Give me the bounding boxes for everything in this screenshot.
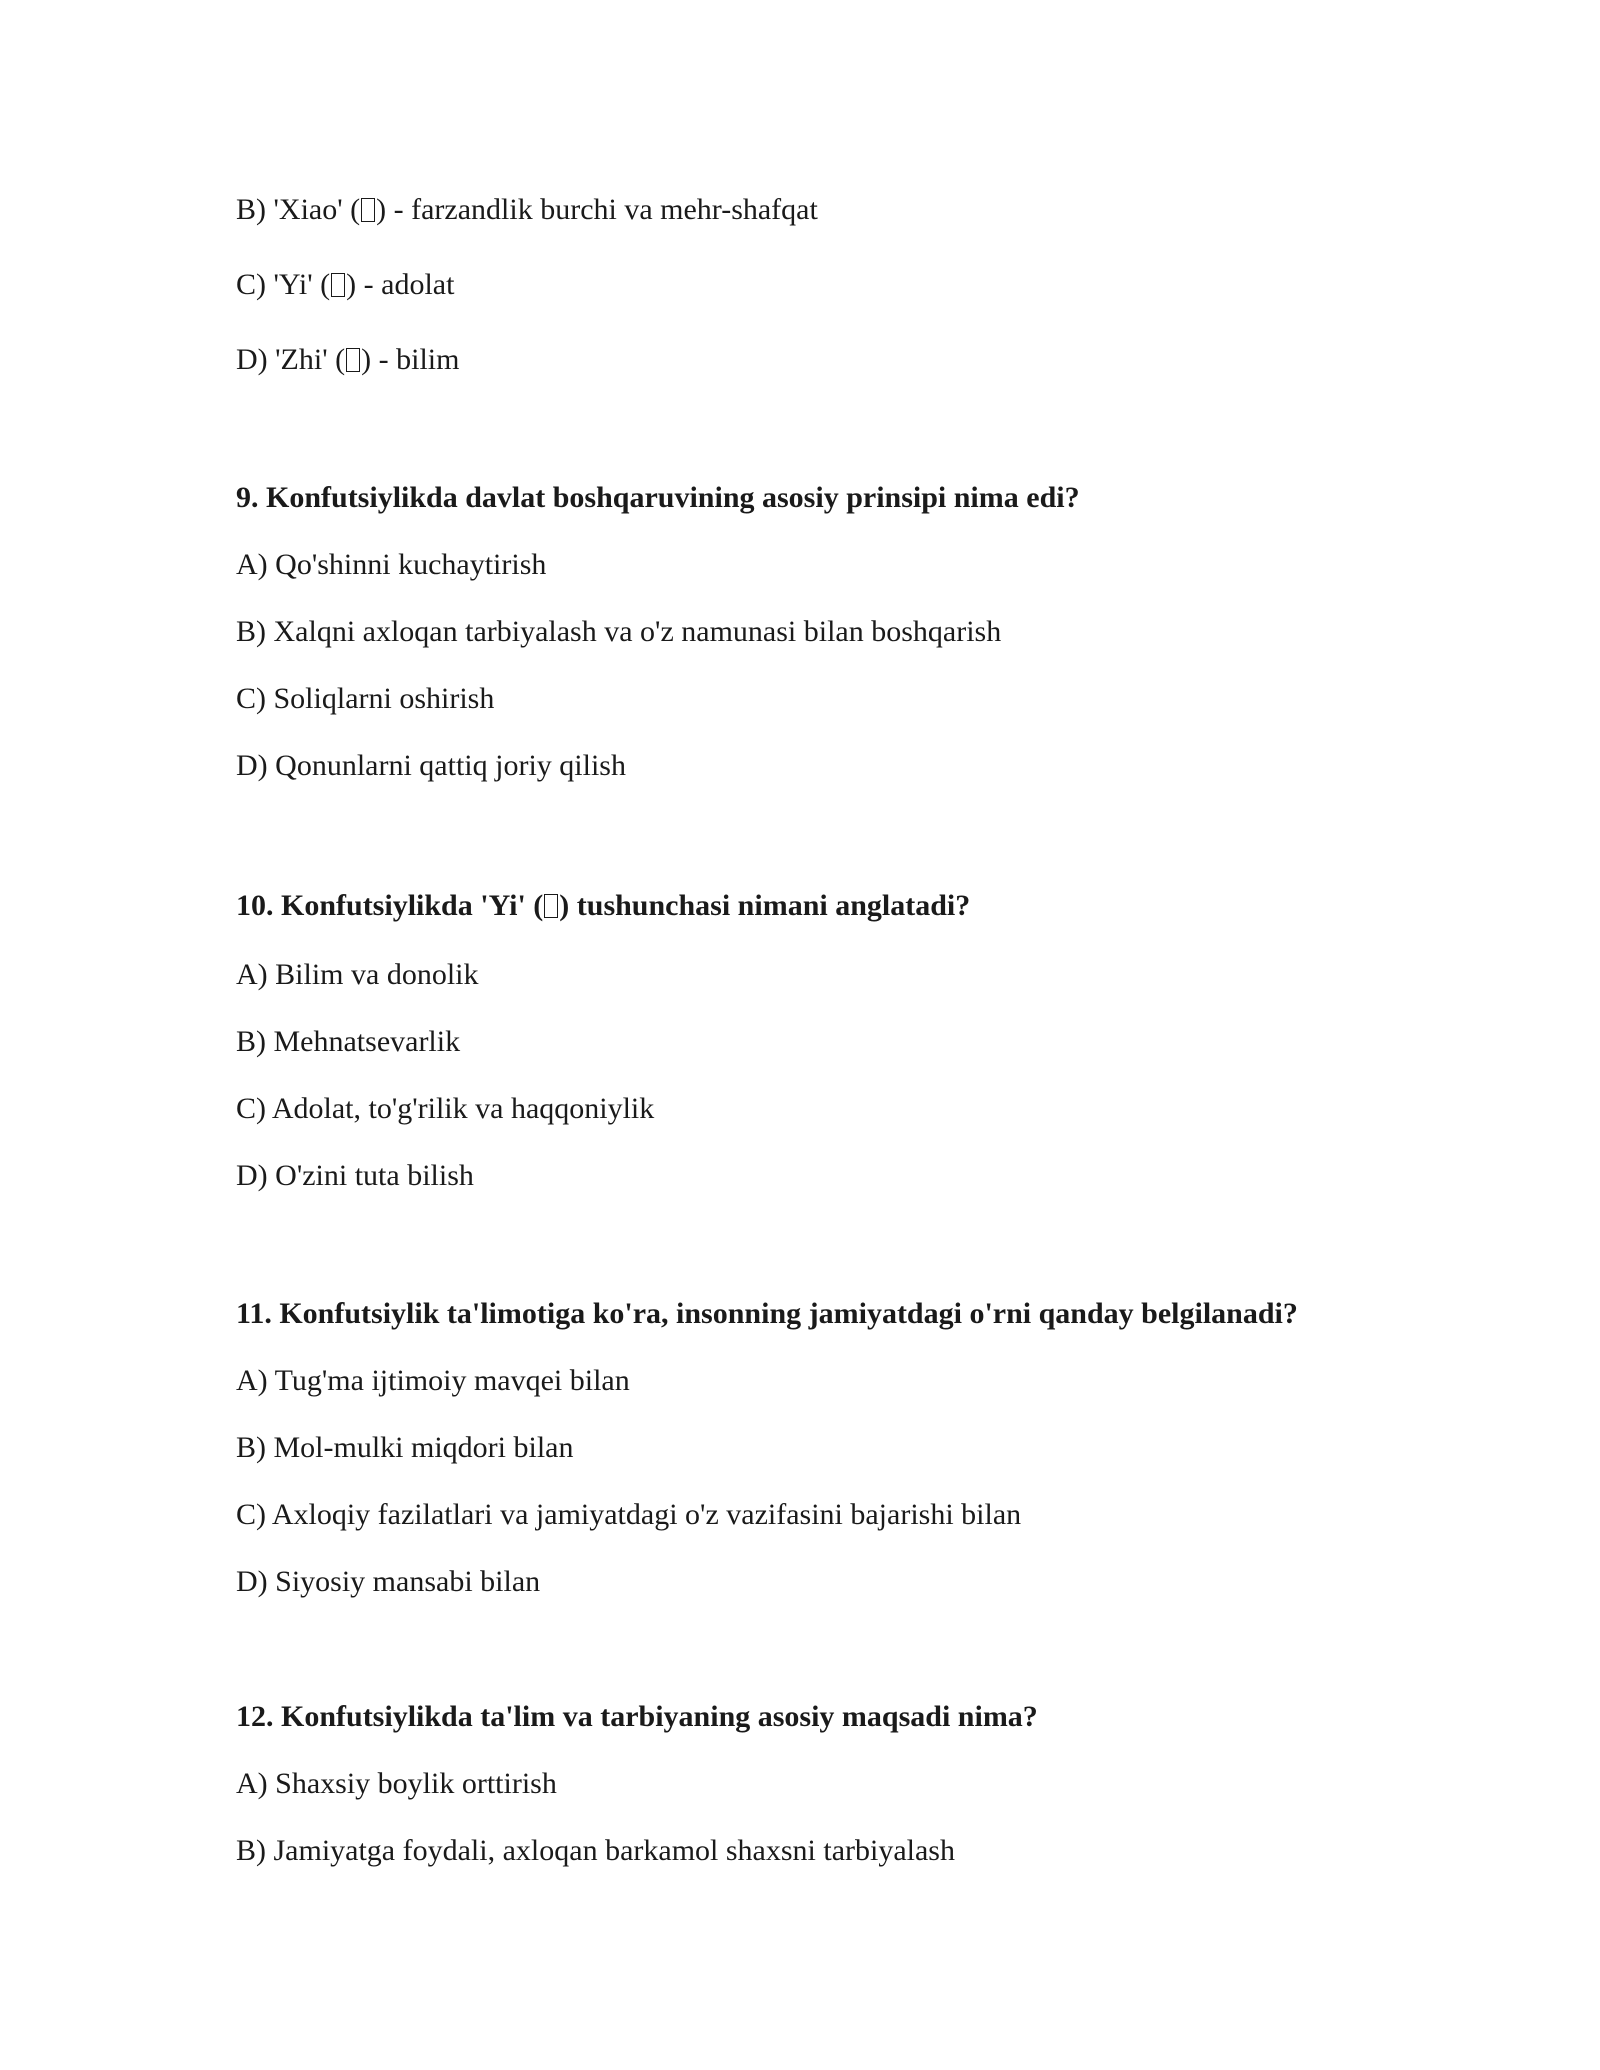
missing-glyph-box xyxy=(361,198,375,222)
option-10a: A) Bilim va donolik xyxy=(236,958,479,991)
option-9c: C) Soliqlarni oshirish xyxy=(236,682,495,715)
option-10b: B) Mehnatsevarlik xyxy=(236,1025,461,1058)
option-12b: B) Jamiyatga foydali, axloqan barkamol shaxsni tarbiyalash xyxy=(236,1834,955,1867)
question-9: 9. Konfutsiylikda davlat boshqaruvining asosiy prinsipi nima edi? xyxy=(236,481,1080,514)
question-12: 12. Konfutsiylikda ta'lim va tarbiyaning asosiy maqsadi nima? xyxy=(236,1700,1038,1733)
option-8c: C) 'Yi' ( ) - adolat xyxy=(236,268,455,301)
question-11: 11. Konfutsiylik ta'limotiga ko'ra, insonning jamiyatdagi o'rni qanday belgilanadi? xyxy=(236,1297,1298,1330)
option-9d: D) Qonunlarni qattiq joriy qilish xyxy=(236,749,626,782)
missing-glyph-box xyxy=(331,273,345,297)
option-11d: D) Siyosiy mansabi bilan xyxy=(236,1565,541,1598)
option-11b: B) Mol-mulki miqdori bilan xyxy=(236,1431,574,1464)
option-9a: A) Qo'shinni kuchaytirish xyxy=(236,548,547,581)
option-12a: A) Shaxsiy boylik orttirish xyxy=(236,1767,557,1800)
option-8b: B) 'Xiao' ( ) - farzandlik burchi va mehr-shafqat xyxy=(236,193,818,226)
missing-glyph-box xyxy=(544,894,558,918)
option-11a: A) Tug'ma ijtimoiy mavqei bilan xyxy=(236,1364,630,1397)
option-8d: D) 'Zhi' ( ) - bilim xyxy=(236,343,460,376)
missing-glyph-box xyxy=(346,348,360,372)
question-10: 10. Konfutsiylikda 'Yi' ( ) tushunchasi nimani anglatadi? xyxy=(236,889,971,922)
option-9b: B) Xalqni axloqan tarbiyalash va o'z namunasi bilan boshqarish xyxy=(236,615,1002,648)
option-10d: D) O'zini tuta bilish xyxy=(236,1159,474,1192)
option-10c: C) Adolat, to'g'rilik va haqqoniylik xyxy=(236,1092,655,1125)
option-11c: C) Axloqiy fazilatlari va jamiyatdagi o'z vazifasini bajarishi bilan xyxy=(236,1498,1022,1531)
